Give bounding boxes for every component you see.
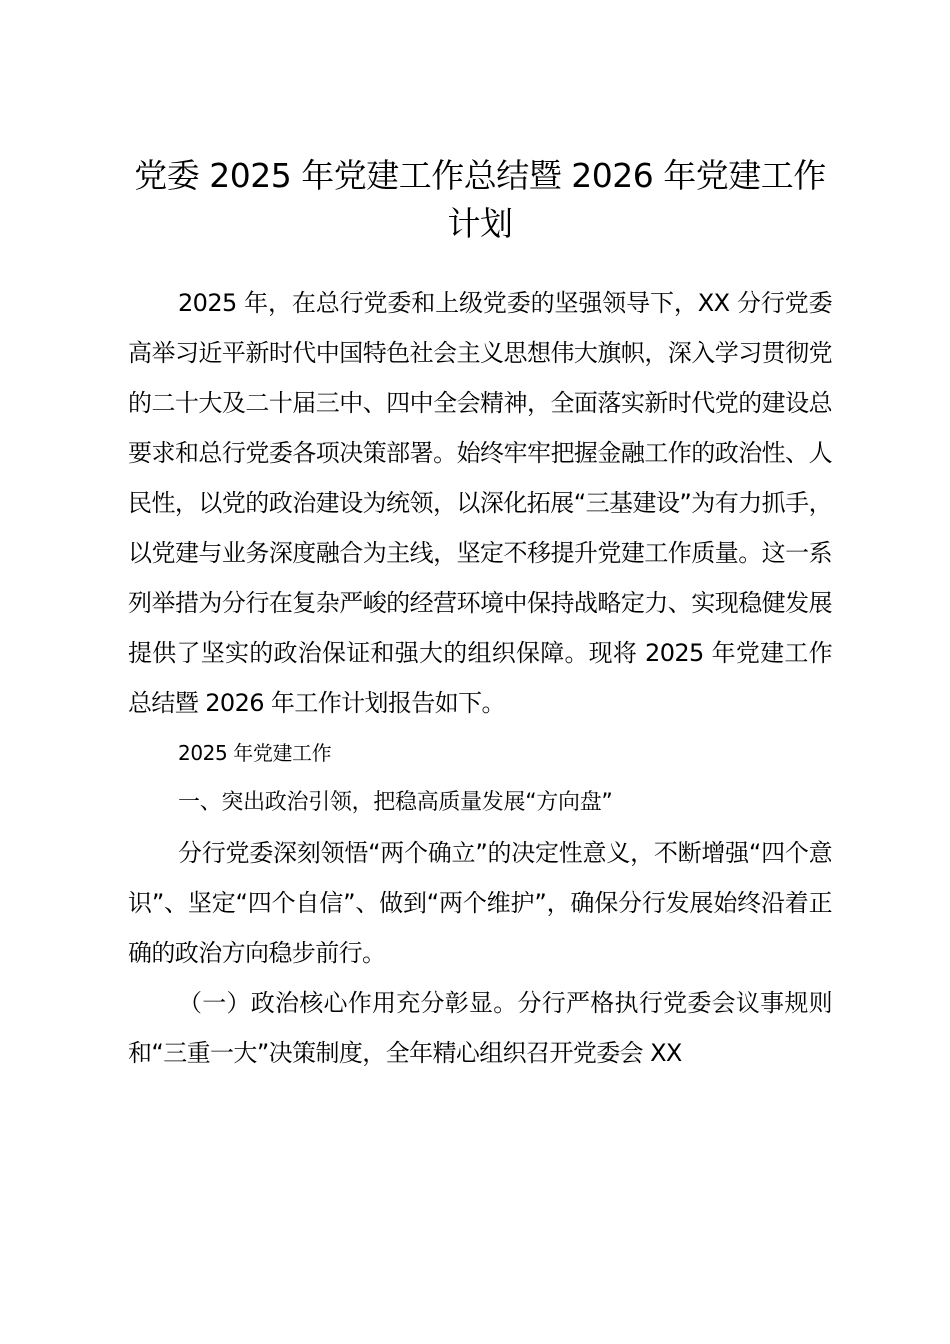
intro-paragraph: 2025 年，在总行党委和上级党委的坚强领导下，XX 分行党委高举习近平新时代中国特色社会主义思想伟大旗帜，深入学习贯彻党的二十大及二十届三中、四中全会精神，全面落实新时代党的建设总要求和总行党委各项决策部署。始终牢牢把握金融工作的政治性、人民性，以党的政治建设为统领，以深化拓展“三基建设”为有力抓手，以党建与业务深度融合为主线，坚定不移提升党建工作质量。这一系列举措为分行在复杂严峻的经营环境中保持战略定力、实现稳健发展提供了坚实的政治保证和强大的组织保障。现将 2025 年党建工作总结暨 2026 年工作计划报告如下。 (128, 289, 832, 717)
subsection-one-paragraph: （一）政治核心作用充分彰显。分行严格执行党委会议事规则和“三重一大”决策制度，全年精心组织召开党委会 XX (128, 989, 832, 1067)
document-title: 党委 2025 年党建工作总结暨 2026 年党建工作计划 (134, 156, 826, 243)
section-one-paragraph: 分行党委深刻领悟“两个确立”的决定性意义，不断增强“四个意识”、坚定“四个自信”、做到“两个维护”，确保分行发展始终沿着正确的政治方向稳步前行。 (128, 839, 832, 967)
section-one-heading: 一、突出政治引领，把稳高质量发展“方向盘” (178, 790, 613, 815)
document-content (128, 152, 832, 1078)
document-body (128, 278, 832, 1078)
part-heading: 2025 年党建工作 (178, 741, 332, 765)
